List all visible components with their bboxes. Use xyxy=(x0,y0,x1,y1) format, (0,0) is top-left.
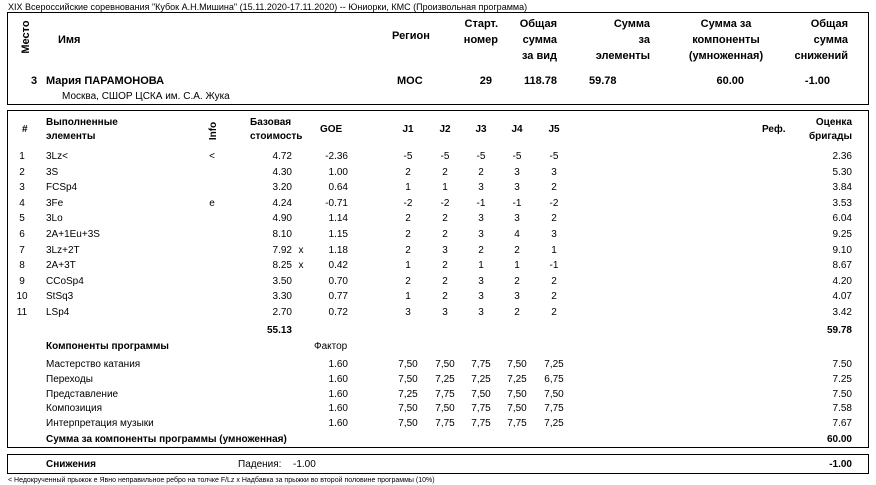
element-judge-score: 2 xyxy=(405,213,411,224)
element-judge-score: 2 xyxy=(442,260,448,271)
element-goe: 1.15 xyxy=(328,229,348,240)
element-judge-score: 2 xyxy=(514,245,520,256)
element-number-header: # xyxy=(22,124,28,135)
component-judge-score: 7,50 xyxy=(435,403,455,414)
component-judge-score: 7,50 xyxy=(398,418,418,429)
element-number: 6 xyxy=(19,229,25,240)
element-judge-score: 2 xyxy=(405,245,411,256)
component-panel-score: 7.50 xyxy=(832,359,852,370)
elements-header: Выполненные элементы xyxy=(46,117,118,142)
skater-club: Москва, СШОР ЦСКА им. С.А. Жука xyxy=(62,91,230,102)
element-judge-score: 3 xyxy=(551,167,557,178)
element-judge-score: 2 xyxy=(442,167,448,178)
elements-score-total: 59.78 xyxy=(826,325,852,336)
element-judge-score: 3 xyxy=(442,245,448,256)
element-judge-score: -5 xyxy=(403,151,413,162)
element-goe: 1.00 xyxy=(328,167,348,178)
element-panel-score: 4.07 xyxy=(832,291,852,302)
element-judge-score: 1 xyxy=(478,260,484,271)
skater-name: Мария ПАРАМОНОВА xyxy=(46,75,165,87)
skater-segment-total: 118.78 xyxy=(523,75,557,87)
component-name: Композиция xyxy=(46,403,103,414)
place-header: Место xyxy=(20,20,32,54)
component-judge-score: 7,75 xyxy=(471,359,491,370)
component-factor: 1.60 xyxy=(328,359,348,370)
element-name: FCSp4 xyxy=(46,182,78,193)
component-judge-score: 6,75 xyxy=(544,374,564,385)
component-judge-score: 7,75 xyxy=(471,403,491,414)
components-sum-header: Сумма за компоненты (умноженная) xyxy=(688,18,764,62)
element-name: 3Lz< xyxy=(46,151,68,162)
element-number: 9 xyxy=(19,276,25,287)
components-total-value: 60.00 xyxy=(826,434,852,445)
element-number: 8 xyxy=(19,260,25,271)
component-name: Мастерство катания xyxy=(46,359,141,370)
component-judge-score: 7,75 xyxy=(471,418,491,429)
event-header: XIX Всероссийские соревнования "Кубок А.Н.Мишина" (15.11.2020-17.11.2020) -- Юниорки, КМС (Произвольная программа) xyxy=(8,2,528,12)
component-factor: 1.60 xyxy=(328,403,348,414)
element-base-value: 4.90 xyxy=(272,213,292,224)
component-judge-score: 7,75 xyxy=(544,403,564,414)
component-panel-score: 7.50 xyxy=(832,389,852,400)
element-base-value: 8.10 xyxy=(272,229,292,240)
element-judge-score: 3 xyxy=(478,276,484,287)
element-judge-score: -5 xyxy=(549,151,559,162)
component-factor: 1.60 xyxy=(328,389,348,400)
skater-place: 3 xyxy=(31,75,38,87)
element-info: e xyxy=(209,198,215,209)
element-judge-score: -1 xyxy=(549,260,559,271)
component-factor: 1.60 xyxy=(328,374,348,385)
component-factor: 1.60 xyxy=(328,418,348,429)
element-goe: -2.36 xyxy=(325,151,348,162)
element-bonus-mark: x xyxy=(298,245,304,256)
element-judge-score: 2 xyxy=(551,291,557,302)
falls-value: -1.00 xyxy=(293,459,316,470)
component-judge-score: 7,50 xyxy=(398,374,418,385)
skater-components-sum: 60.00 xyxy=(716,75,744,87)
name-header: Имя xyxy=(58,34,81,46)
deductions-box xyxy=(7,454,869,474)
element-panel-score: 9.10 xyxy=(832,245,852,256)
element-judge-score: 2 xyxy=(478,245,484,256)
element-judge-score: -5 xyxy=(476,151,486,162)
goe-header: GOE xyxy=(320,124,343,135)
element-base-value: 4.30 xyxy=(272,167,292,178)
element-judge-score: 3 xyxy=(478,213,484,224)
element-base-value: 3.30 xyxy=(272,291,292,302)
element-goe: 0.70 xyxy=(328,276,348,287)
start-number-header: Старт. номер xyxy=(463,18,498,46)
element-judge-score: 2 xyxy=(478,167,484,178)
component-panel-score: 7.25 xyxy=(832,374,852,385)
element-judge-score: 2 xyxy=(551,213,557,224)
judge-5-header: J5 xyxy=(548,124,560,135)
element-number: 11 xyxy=(16,307,28,318)
element-number: 4 xyxy=(19,198,25,209)
element-judge-score: -2 xyxy=(549,198,559,209)
element-panel-score: 3.42 xyxy=(832,307,852,318)
element-judge-score: 2 xyxy=(442,229,448,240)
element-judge-score: 2 xyxy=(551,182,557,193)
element-name: 3Fe xyxy=(46,198,64,209)
factor-header: Фактор xyxy=(314,341,348,352)
element-number: 3 xyxy=(19,182,25,193)
component-judge-score: 7,25 xyxy=(471,374,491,385)
component-judge-score: 7,50 xyxy=(507,403,527,414)
element-judge-score: 2 xyxy=(405,229,411,240)
footnote: < Недокрученный прыжок e Явно неправильное ребро на толчке F/Lz x Надбавка за прыжки во второй половине программы (10%) xyxy=(8,477,435,484)
base-value-header: Базовая стоимость xyxy=(250,117,303,142)
element-name: CCoSp4 xyxy=(46,276,84,287)
component-judge-score: 7,75 xyxy=(435,418,455,429)
judge-2-header: J2 xyxy=(439,124,451,135)
segment-total-header: Общая сумма за вид xyxy=(519,18,557,62)
skater-region: МОС xyxy=(397,75,423,87)
component-judge-score: 7,75 xyxy=(435,389,455,400)
element-judge-score: 3 xyxy=(514,167,520,178)
component-judge-score: 7,50 xyxy=(398,403,418,414)
deductions-label: Снижения xyxy=(46,459,96,470)
element-judge-score: 2 xyxy=(442,276,448,287)
element-judge-score: 1 xyxy=(405,260,411,271)
element-judge-score: 3 xyxy=(514,213,520,224)
element-judge-score: 3 xyxy=(478,307,484,318)
judge-3-header: J3 xyxy=(475,124,487,135)
element-judge-score: 2 xyxy=(442,291,448,302)
deductions-total-header: Общая сумма снижений xyxy=(794,18,848,62)
element-base-value: 3.20 xyxy=(272,182,292,193)
element-name: LSp4 xyxy=(46,307,70,318)
skater-deductions-total: -1.00 xyxy=(804,75,830,87)
element-bonus-mark: x xyxy=(298,260,304,271)
element-judge-score: -5 xyxy=(440,151,450,162)
element-judge-score: 2 xyxy=(551,276,557,287)
element-judge-score: 3 xyxy=(442,307,448,318)
panel-score-header: Оценка бригады xyxy=(808,117,852,142)
element-panel-score: 8.67 xyxy=(832,260,852,271)
element-judge-score: 3 xyxy=(514,182,520,193)
element-judge-score: 2 xyxy=(514,276,520,287)
element-judge-score: 1 xyxy=(551,245,557,256)
component-judge-score: 7,50 xyxy=(544,389,564,400)
element-info: < xyxy=(209,151,215,162)
element-judge-score: 1 xyxy=(442,182,448,193)
component-judge-score: 7,25 xyxy=(435,374,455,385)
element-goe: 1.14 xyxy=(328,213,348,224)
element-goe: 0.77 xyxy=(328,291,348,302)
element-judge-score: 3 xyxy=(478,291,484,302)
element-panel-score: 3.53 xyxy=(832,198,852,209)
component-panel-score: 7.67 xyxy=(832,418,852,429)
element-number: 10 xyxy=(16,291,28,302)
element-number: 5 xyxy=(19,213,25,224)
component-judge-score: 7,25 xyxy=(398,389,418,400)
element-goe: -0.71 xyxy=(325,198,348,209)
falls-label: Падения: xyxy=(238,459,282,470)
element-panel-score: 5.30 xyxy=(832,167,852,178)
element-number: 7 xyxy=(19,245,25,256)
element-base-value: 3.50 xyxy=(272,276,292,287)
element-judge-score: 2 xyxy=(442,213,448,224)
element-judge-score: 4 xyxy=(514,229,520,240)
element-number: 2 xyxy=(19,167,25,178)
components-header: Компоненты программы xyxy=(46,341,169,352)
element-goe: 1.18 xyxy=(328,245,348,256)
component-panel-score: 7.58 xyxy=(832,403,852,414)
element-judge-score: 1 xyxy=(405,182,411,193)
deductions-total-value: -1.00 xyxy=(829,459,852,470)
element-goe: 0.72 xyxy=(328,307,348,318)
element-base-value: 4.24 xyxy=(272,198,292,209)
component-judge-score: 7,50 xyxy=(507,389,527,400)
element-panel-score: 3.84 xyxy=(832,182,852,193)
element-judge-score: 1 xyxy=(514,260,520,271)
element-name: 2A+1Eu+3S xyxy=(46,229,100,240)
element-judge-score: 2 xyxy=(514,307,520,318)
element-goe: 0.42 xyxy=(328,260,348,271)
element-name: 3Lo xyxy=(46,213,63,224)
base-value-total: 55.13 xyxy=(266,325,292,336)
element-judge-score: 2 xyxy=(551,307,557,318)
component-judge-score: 7,50 xyxy=(435,359,455,370)
component-name: Интерпретация музыки xyxy=(46,418,154,429)
elements-sum-header: Сумма за элементы xyxy=(595,18,650,62)
component-judge-score: 7,50 xyxy=(507,359,527,370)
component-judge-score: 7,25 xyxy=(507,374,527,385)
component-judge-score: 7,75 xyxy=(507,418,527,429)
element-name: 3S xyxy=(46,167,59,178)
component-name: Переходы xyxy=(46,374,93,385)
element-panel-score: 2.36 xyxy=(832,151,852,162)
element-judge-score: -1 xyxy=(476,198,486,209)
element-base-value: 8.25 xyxy=(272,260,292,271)
element-judge-score: -2 xyxy=(403,198,413,209)
element-judge-score: -2 xyxy=(440,198,450,209)
element-panel-score: 9.25 xyxy=(832,229,852,240)
element-goe: 0.64 xyxy=(328,182,348,193)
info-header: Info xyxy=(208,121,219,141)
skater-elements-sum: 59.78 xyxy=(589,75,617,87)
judge-1-header: J1 xyxy=(402,124,414,135)
component-judge-score: 7,50 xyxy=(398,359,418,370)
element-judge-score: 3 xyxy=(478,182,484,193)
component-judge-score: 7,25 xyxy=(544,359,564,370)
element-base-value: 4.72 xyxy=(272,151,292,162)
component-judge-score: 7,25 xyxy=(544,418,564,429)
element-name: StSq3 xyxy=(46,291,74,302)
element-judge-score: 1 xyxy=(405,291,411,302)
component-name: Представление xyxy=(46,389,119,400)
element-judge-score: 3 xyxy=(478,229,484,240)
judge-4-header: J4 xyxy=(511,124,523,135)
element-base-value: 2.70 xyxy=(272,307,292,318)
components-total-label: Сумма за компоненты программы (умноженная) xyxy=(46,434,287,445)
region-header: Регион xyxy=(392,30,430,42)
element-name: 3Lz+2T xyxy=(46,245,80,256)
element-name: 2A+3T xyxy=(46,260,76,271)
element-judge-score: -5 xyxy=(512,151,522,162)
element-judge-score: 2 xyxy=(405,276,411,287)
element-judge-score: 2 xyxy=(405,167,411,178)
element-judge-score: -1 xyxy=(512,198,522,209)
element-panel-score: 4.20 xyxy=(832,276,852,287)
element-judge-score: 3 xyxy=(405,307,411,318)
component-judge-score: 7,50 xyxy=(471,389,491,400)
element-base-value: 7.92 xyxy=(272,245,292,256)
element-judge-score: 3 xyxy=(514,291,520,302)
element-panel-score: 6.04 xyxy=(832,213,852,224)
element-number: 1 xyxy=(19,151,25,162)
referee-header: Реф. xyxy=(762,124,786,135)
skater-start-number: 29 xyxy=(479,75,492,87)
element-judge-score: 3 xyxy=(551,229,557,240)
